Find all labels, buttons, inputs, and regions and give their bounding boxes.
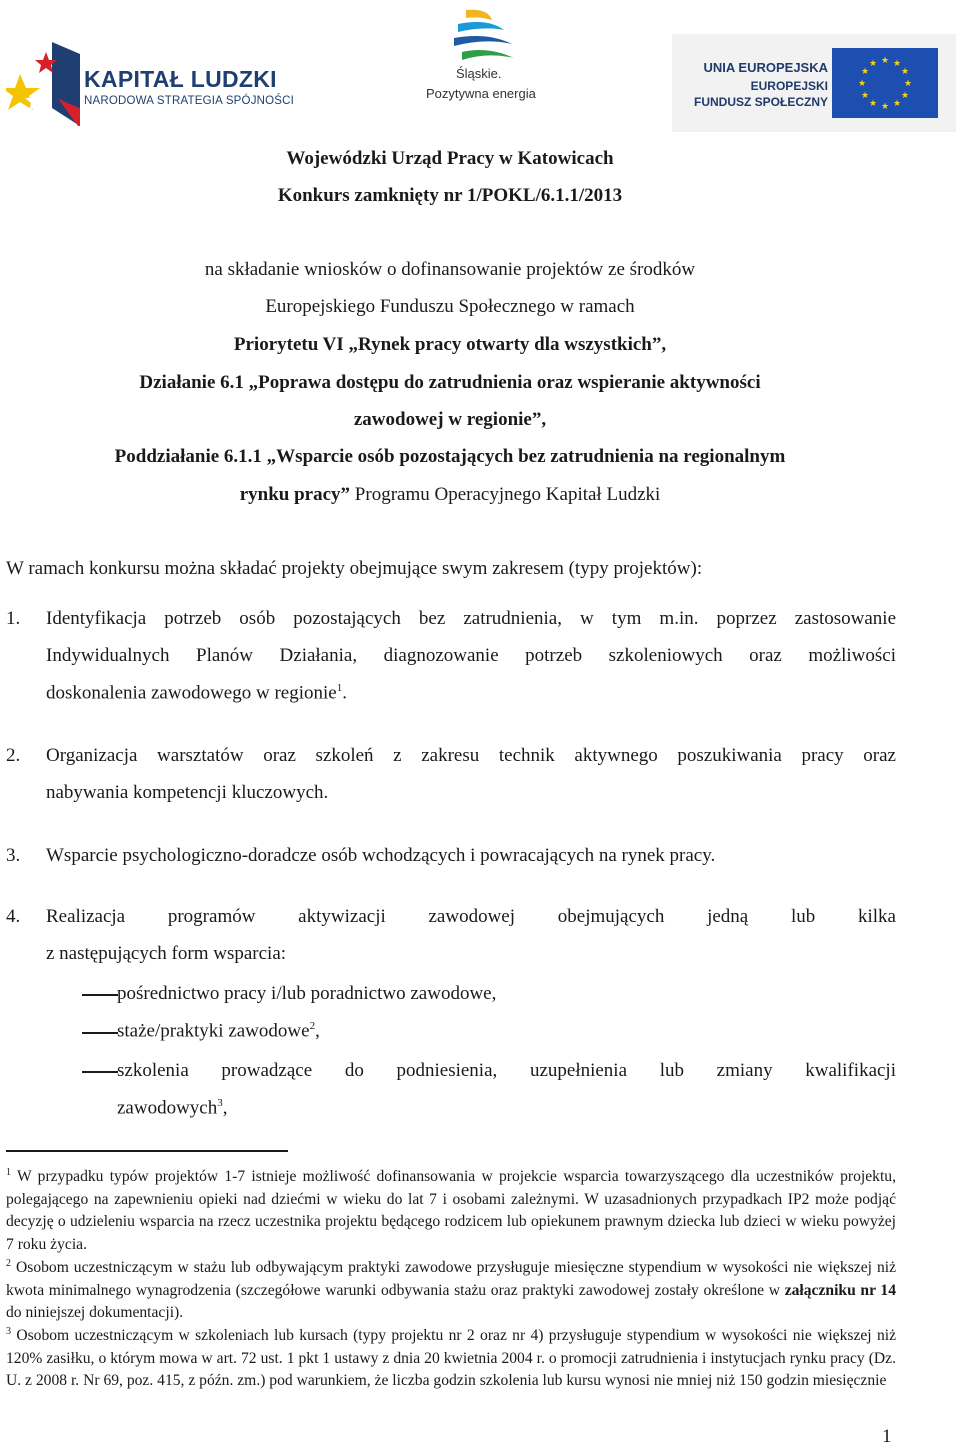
item-2-line-2: nabywania kompetencji kluczowych. — [46, 782, 329, 803]
bullet-2-comma: , — [315, 1020, 320, 1042]
unia-line-3: FUNDUSZ SPOŁECZNY — [693, 95, 828, 109]
slaskie-name: Śląskie. — [456, 66, 502, 81]
measure-line: Działanie 6.1 „Poprawa dostępu do zatrudnienia oraz wspieranie aktywności — [139, 372, 761, 393]
svg-text:★: ★ — [892, 99, 902, 109]
svg-text:★: ★ — [880, 56, 890, 66]
footnote-1 — [6, 1162, 896, 1257]
submeasure-line-cont — [0, 484, 900, 506]
logo-bar — [0, 0, 960, 135]
bullet-1: pośrednictwo pracy i/lub poradnictwo zawodowe, — [117, 983, 497, 1004]
item-4-line-1: Realizacja programów aktywizacji zawodowej obejmujących jedną lub kilka — [46, 906, 896, 927]
project-types-lead: W ramach konkursu można składać projekty obejmujące swym zakresem (typy projektów): — [6, 558, 703, 579]
footnote-separator — [6, 1150, 288, 1152]
kapital-ludzki-subtitle: NARODOWA STRATEGIA SPÓJNOŚCI — [84, 95, 295, 107]
item-number: 3. — [6, 845, 21, 866]
footnote-1-text: W przypadku typów projektów 1-7 istnieje możliwość dofinansowania w projekcie wsparcia towarzyszącego dla uczestników projektu, polegającego na zapewnieniu opieki nad dziećmi w wieku do lat 7 i osobami zależnymi. W uzasadnionych przypadkach IP2 może podjąć decyzję o udzieleniu wsparcia na rzecz uczestnika projektu będącego rodzicem lub opiekunem prawnym dziecka lub dzieci w wieku powyżej 7 roku życia. — [6, 1168, 897, 1253]
eu-flag-icon — [832, 48, 938, 118]
bullet-3-text-end: zawodowych — [117, 1097, 218, 1119]
footnote-ref: 1 — [336, 682, 343, 694]
item-number: 4. — [6, 906, 21, 927]
item-1-line-3 — [46, 682, 347, 704]
kapital-ludzki-title: KAPITAŁ LUDZKI — [84, 66, 277, 92]
programme-name: Programu Operacyjnego Kapitał Ludzki — [350, 484, 661, 505]
svg-text:★: ★ — [868, 59, 878, 69]
bullet-2 — [117, 1020, 320, 1042]
page-number: 1 — [882, 1426, 892, 1447]
unia-line-2: EUROPEJSKI — [750, 79, 828, 93]
footnote-mark: 2 — [6, 1258, 11, 1269]
kapital-ludzki-logo — [6, 38, 296, 133]
bullet-dash — [82, 1032, 118, 1034]
submeasure-line: Poddziałanie 6.1.1 „Wsparcie osób pozostających bez zatrudnienia na regionalnym — [114, 446, 786, 467]
institution-name: Wojewódzki Urząd Pracy w Katowicach — [286, 148, 614, 169]
bullet-dash — [82, 1071, 118, 1073]
svg-text:★: ★ — [900, 91, 910, 101]
item-number: 1. — [6, 608, 21, 629]
kapital-ludzki-emblem-icon — [6, 38, 86, 133]
footnote-ref: 2 — [309, 1020, 316, 1032]
footnote-2-text: Osobom uczestniczącym w stażu lub odbywającym praktyki zawodowe przysługuje miesięczne stypendium w wysokości nie większej niż kwota minimalnego wynagrodzenia (szczegółowe warunki odbywania stażu oraz praktyki zawodowej zostały określone w — [6, 1259, 896, 1299]
footnote-3-text: Osobom uczestniczącym w szkoleniach lub kursach (typy projektu nr 2 oraz nr 4) przysługuje stypendium w wysokości nie większej niż 120% zasiłku, o którym mowa w art. 72 ust. 1 pkt 1 ustawy z dnia 20 kwietnia 2004 r. o promocji zatrudnienia i instytucjach rynku pracy (Dz. U. z 2008 r. Nr 69, poz. 415, z późn. zm.) pod warunkiem, że liczba godzin szkolenia lub kursu wynosi nie mniej niż 150 godzin miesięcznie — [6, 1327, 896, 1390]
bullet-3-comma: , — [222, 1097, 228, 1119]
measure-line-cont: zawodowej w regionie”, — [353, 409, 547, 430]
footnote-2-attachment: załączniku nr 14 — [784, 1281, 896, 1299]
item-1-line-1: Identyfikacja potrzeb osób pozostających bez zatrudnienia, w tym m.in. poprzez zastosowanie — [46, 608, 896, 629]
svg-text:★: ★ — [880, 102, 890, 112]
svg-text:★: ★ — [892, 59, 902, 69]
item-1-text-end: doskonalenia zawodowego w regionie — [46, 682, 337, 704]
bullet-3-line-1: szkolenia prowadzące do podniesienia, uzupełnienia lub zmiany kwalifikacji — [117, 1060, 896, 1081]
footnote-3 — [6, 1321, 896, 1393]
competition-number: Konkurs zamknięty nr 1/POKL/6.1.1/2013 — [277, 185, 623, 206]
footnote-mark: 1 — [6, 1167, 11, 1178]
item-1-period: . — [342, 682, 347, 704]
bullet-2-text: staże/praktyki zawodowe — [117, 1020, 310, 1042]
unia-europejska-logo — [672, 34, 956, 132]
footnote-ref: 3 — [217, 1097, 223, 1109]
item-2-line-1: Organizacja warsztatów oraz szkoleń z zakresu technik aktywnego poszukiwania pracy oraz — [46, 745, 896, 766]
priority-line: Priorytetu VI „Rynek pracy otwarty dla wszystkich”, — [233, 334, 667, 355]
submeasure-bold-text: rynku pracy” — [239, 484, 351, 505]
svg-text:★: ★ — [868, 99, 878, 109]
slaskie-waves-icon — [448, 6, 518, 68]
slaskie-tagline: Pozytywna energia — [426, 86, 536, 101]
item-1-line-2: Indywidualnych Planów Działania, diagnozowanie potrzeb szkoleniowych oraz możliwości — [46, 645, 896, 666]
footnote-2-text-end: do niniejszej dokumentacji). — [6, 1304, 184, 1322]
bullet-3-line-2 — [117, 1097, 228, 1119]
unia-line-1: UNIA EUROPEJSKA — [703, 60, 828, 75]
intro-line-1: na składanie wniosków o dofinansowanie projektów ze środków — [204, 259, 696, 280]
svg-text:★: ★ — [900, 67, 910, 77]
item-3-line-1: Wsparcie psychologiczno-doradcze osób wchodzących i powracających na rynek pracy. — [46, 845, 716, 866]
slaskie-logo — [410, 6, 550, 116]
item-number: 2. — [6, 745, 21, 766]
intro-line-2: Europejskiego Funduszu Społecznego w ramach — [265, 296, 635, 317]
footnote-mark: 3 — [6, 1326, 11, 1337]
item-4-line-2: z następujących form wsparcia: — [46, 943, 287, 964]
svg-text:★: ★ — [860, 91, 870, 101]
svg-text:★: ★ — [860, 67, 870, 77]
bullet-dash — [82, 994, 118, 996]
svg-text:★: ★ — [857, 79, 867, 89]
footnote-2 — [6, 1253, 896, 1325]
svg-text:★: ★ — [903, 79, 913, 89]
